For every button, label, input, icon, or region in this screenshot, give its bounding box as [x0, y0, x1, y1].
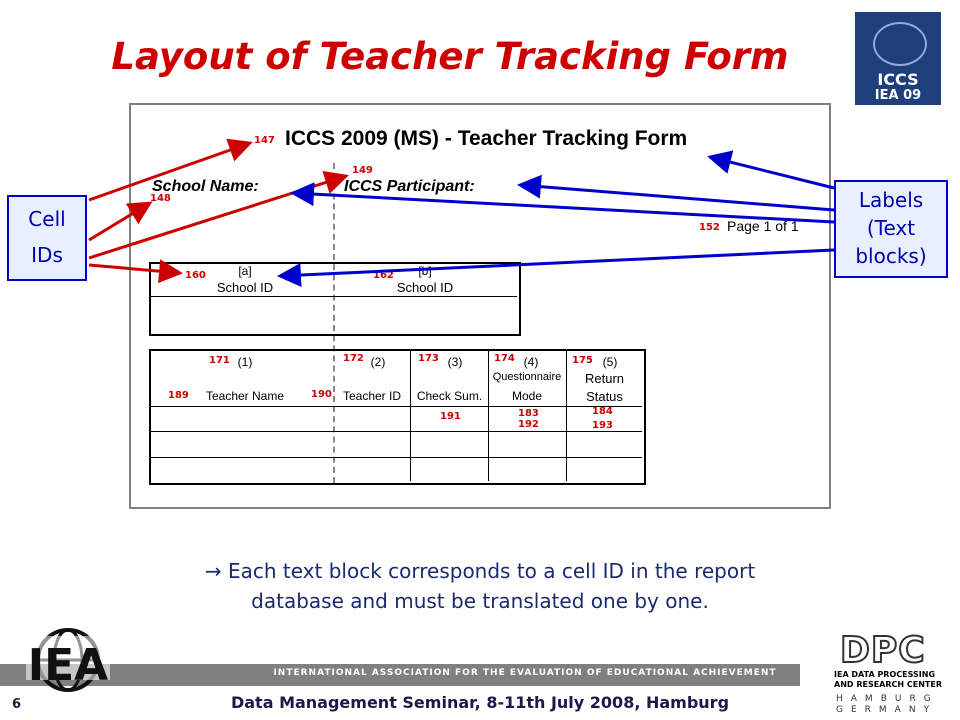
- cell-id-184: 184: [592, 406, 613, 417]
- red-arrow: [89, 203, 150, 240]
- school-col-b-tag: [b]: [418, 264, 432, 278]
- iea-band-text: INTERNATIONAL ASSOCIATION FOR THE EVALUATION OF EDUCATIONAL ACHIEVEMENT: [273, 668, 777, 678]
- cell-id-190: 190: [311, 389, 332, 400]
- red-arrow: [89, 265, 180, 273]
- footer-text: Data Management Seminar, 8-11th July 2008, Hamburg: [230, 693, 730, 712]
- note-line-1: → Each text block corresponds to a cell ID in the report: [204, 559, 756, 583]
- cell-id-148: 148: [150, 193, 171, 204]
- cell-id-149: 149: [352, 165, 373, 176]
- cell-id-147: 147: [254, 135, 275, 146]
- dpc-city-line2: GERMANY: [836, 705, 938, 715]
- cell-ids-callout-line1: Cell: [28, 207, 66, 231]
- col1-number: (1): [237, 355, 253, 369]
- iccs-logo-year: IEA 09: [874, 88, 922, 103]
- dpc-city: [836, 694, 939, 716]
- participant-label: ICCS Participant:: [344, 178, 475, 195]
- cell-ids-callout-line2: IDs: [31, 243, 63, 267]
- col2-number: (2): [370, 355, 386, 369]
- col5-label-2: Status: [586, 389, 623, 404]
- school-col-a-tag: [a]: [238, 264, 252, 278]
- note-line-2: database and must be translated one by one.: [251, 589, 709, 613]
- cell-id-162: 162: [373, 270, 394, 281]
- col1-label: Teacher Name: [205, 389, 285, 403]
- iea-logo-icon: [14, 622, 122, 692]
- cell-id-171: 171: [209, 355, 230, 366]
- cell-id-173: 173: [418, 353, 439, 364]
- school-col-a-label: School ID: [216, 280, 274, 295]
- dpc-sub-line1: IEA DATA PROCESSING: [834, 670, 936, 679]
- col5-number: (5): [602, 355, 618, 369]
- blue-arrow: [710, 157, 834, 188]
- cell-id-172: 172: [343, 353, 364, 364]
- col2-label: Teacher ID: [342, 389, 402, 403]
- page-label: Page 1 of 1: [727, 218, 799, 234]
- iea-logo-text: IEA: [27, 640, 109, 691]
- blue-arrow: [280, 250, 834, 276]
- cell-id-189: 189: [168, 390, 189, 401]
- blue-arrow: [293, 193, 834, 222]
- col4-number: (4): [523, 355, 539, 369]
- dpc-sub-line2: AND RESEARCH CENTER: [834, 680, 942, 689]
- labels-callout-line3: blocks): [855, 244, 927, 268]
- cell-id-193: 193: [592, 420, 613, 431]
- labels-callout: [834, 180, 948, 278]
- school-col-b-label: School ID: [396, 280, 454, 295]
- cell-id-152: 152: [699, 222, 720, 233]
- cell-id-160: 160: [185, 270, 206, 281]
- slide-title: Layout of Teacher Tracking Form: [111, 35, 789, 78]
- col4-label-2: Mode: [511, 389, 543, 403]
- col3-number: (3): [447, 355, 463, 369]
- dpc-logo-subtitle: [834, 670, 944, 690]
- labels-callout-line1: Labels: [858, 188, 924, 212]
- explanation-note: [120, 556, 840, 616]
- cell-id-174: 174: [494, 353, 515, 364]
- red-arrow: [89, 143, 250, 200]
- school-name-label: School Name:: [152, 178, 259, 195]
- col5-label-1: Return: [584, 371, 625, 386]
- dpc-logo: DPC: [840, 630, 926, 671]
- iccs-logo-text: ICCS: [877, 70, 919, 89]
- cell-id-183: 183: [518, 408, 539, 419]
- cell-id-191: 191: [440, 411, 461, 422]
- form-title: ICCS 2009 (MS) - Teacher Tracking Form: [285, 127, 688, 150]
- col3-label: Check Sum.: [416, 389, 483, 403]
- col4-label-1: Questionnaire: [492, 371, 562, 383]
- dpc-city-line1: HAMBURG: [836, 694, 939, 704]
- cell-id-192: 192: [518, 419, 539, 430]
- cell-id-175: 175: [572, 355, 593, 366]
- slide-number: 6: [12, 697, 22, 712]
- cell-ids-callout: [7, 195, 87, 281]
- labels-callout-line2: (Text: [866, 216, 916, 240]
